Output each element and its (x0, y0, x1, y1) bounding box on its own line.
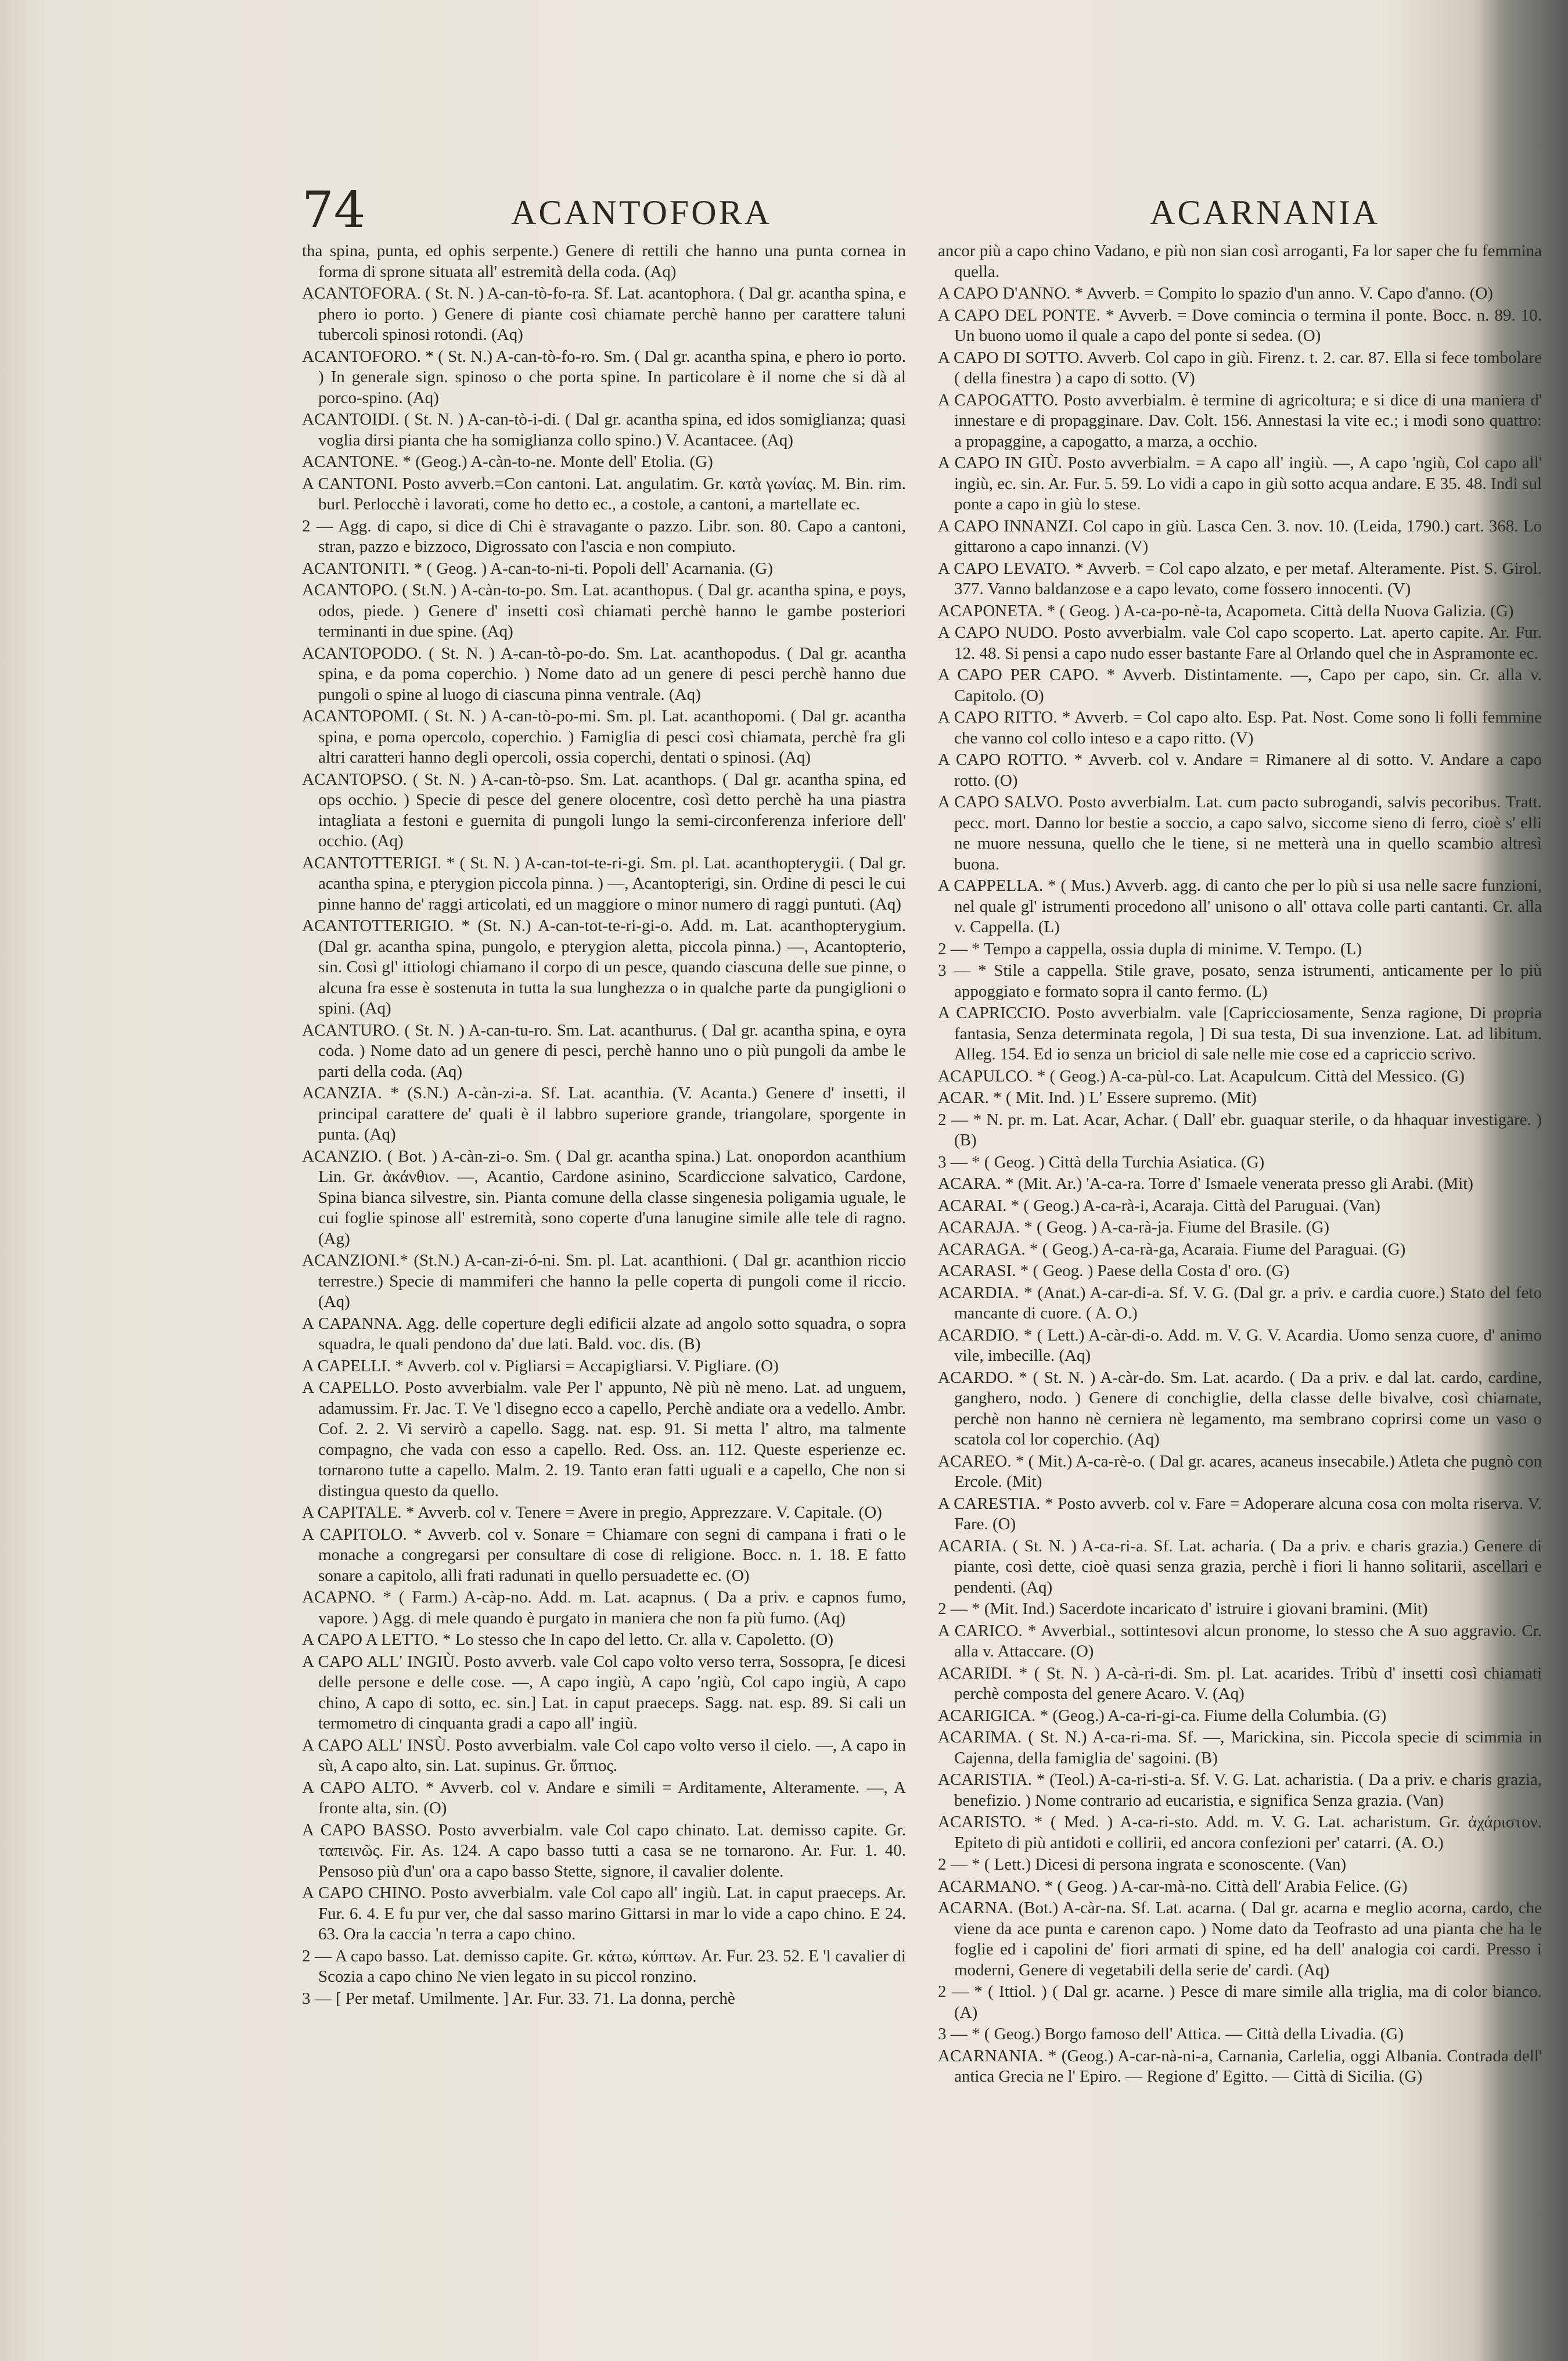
dictionary-entry: 2 — Agg. di capo, si dice di Chi è stravagante o pazzo. Libr. son. 80. Capo a cantoni, stran, pazzo e bizzoco, Digrossato con l'ascia e non compiuto. (302, 516, 906, 556)
dictionary-entry: A CAPELLI. * Avverb. col v. Pigliarsi = Accapigliarsi. V. Pigliare. (O) (302, 1356, 779, 1375)
dictionary-entry: ACARNA. (Bot.) A-càr-na. Sf. Lat. acarna. ( Dal gr. acarna e meglio acorna, cardo, che viene da ace punta e carenon capo. ) Nome dato da Teofrasto ad una pianta che ha le foglie ed i capolini de' fiori armati di spine, ed ha dell' analogia coi cardi. Presso i moderni, Genere di vegetabili della serie de' cardi. (Aq) (938, 1899, 1542, 1979)
dictionary-entry: A CARESTIA. * Posto avverb. col v. Fare = Adoperare alcuna cosa con molta riserva. V. Fare. (O) (938, 1494, 1542, 1533)
dictionary-entry: A CAPO A LETTO. * Lo stesso che In capo del letto. Cr. alla v. Capoletto. (O) (302, 1630, 833, 1649)
dictionary-entry: A CAPELLO. Posto avverbialm. vale Per l' appunto, Nè più nè meno. Lat. ad unguem, adamussim. Fr. Jac. T. Ve 'l disegno ecco a capello, Perchè andiate ora a vedello. Ambr. Cof. 2. 2. Vi servirò a capello. Sagg. nat. esp. 91. Si metta l' altro, ma talmente compagno, che vada con esso a capello. Red. Oss. an. 112. Queste esperienze ec. tornarono tutte a capello. Malm. 2. 19. Tanto eran fatti uguali e a capello, Che non si distingua questo da quello. (302, 1378, 906, 1500)
dictionary-entry: A CAPO BASSO. Posto avverbialm. vale Col capo chinato. Lat. demisso capite. Gr. ταπεινῶς. Fir. As. 124. A capo basso tutti a casa se ne tornarono. Ar. Fur. 1. 40. Pensoso più d'un' ora a capo basso Stette, signore, il cavalier dolente. (302, 1820, 906, 1881)
dictionary-entry: ACARNANIA. * (Geog.) A-car-nà-ni-a, Carnania, Carlelia, oggi Albania. Contrada dell' antica Grecia ne l' Epiro. — Regione d' Egitto. — Città di Sicilia. (G) (938, 2046, 1542, 2086)
dictionary-entry: ACAPONETA. * ( Geog. ) A-ca-po-nè-ta, Acapometa. Città della Nuova Galizia. (G) (938, 601, 1514, 620)
dictionary-entry: ACANTOTTERIGI. * ( St. N. ) A-can-tot-te-ri-gi. Sm. pl. Lat. acanthopterygii. ( Dal gr. acantha spina, e pterygion piccola pinna. ) —, Acantopterigi, sin. Ordine di pesci le cui pinne hanno de' raggi articolati, ed un maggiore o minor numero di raggi puntuti. (Aq) (302, 853, 906, 914)
dictionary-entry: 2 — * ( Lett.) Dicesi di persona ingrata e sconoscente. (Van) (938, 1855, 1347, 1874)
dictionary-entry: ACAR. * ( Mit. Ind. ) L' Essere supremo. (Mit) (938, 1088, 1257, 1107)
dictionary-entry: A CAPRICCIO. Posto avverbialm. vale [Capricciosamente, Senza ragione, Di propria fantasia, Senza determinata regola, ] Di sua testa, Di sua invenzione. Lat. ad libitum. Alleg. 154. Ed io senza un briciol di sale nelle mie cose ed a capriccio scrivo. (938, 1004, 1542, 1063)
dictionary-entry: ancor più a capo chino Vadano, e più non sian così arroganti, Fa lor saper che fu femmina quella. (938, 242, 1542, 281)
dictionary-entry: ACARIMA. ( St. N.) A-ca-ri-ma. Sf. —, Marickina, sin. Piccola specie di scimmia in Cajenna, della famiglia de' sagoini. (B) (938, 1728, 1542, 1767)
dictionary-entry: A CAPPELLA. * ( Mus.) Avverb. agg. di canto che per lo più si usa nelle sacre funzioni, nel quale gl' istrumenti procedono all' unisono o all' ottava colle parti cantanti. Cr. alla v. Cappella. (L) (938, 876, 1542, 936)
dictionary-entry: 2 — * ( Ittiol. ) ( Dal gr. acarne. ) Pesce di mare simile alla triglia, ma di color bianco. (A) (938, 1982, 1542, 2022)
dictionary-entry: A CAPO LEVATO. * Avverb. = Col capo alzato, e per metaf. Alteramente. Pist. S. Girol. 377. Vanno baldanzose e a capo levato, come fossero innocenti. (V) (938, 559, 1542, 598)
dictionary-entry: A CAPO RITTO. * Avverb. = Col capo alto. Esp. Pat. Nost. Come sono li folli femmine che vanno col collo inteso e a capo ritto. (V) (938, 708, 1542, 748)
page-number: 74 (302, 181, 366, 239)
dictionary-entry: ACARIDI. * ( St. N. ) A-cà-ri-di. Sm. pl. Lat. acarides. Tribù d' insetti così chiamati perchè composta del genere Acaro. V. (Aq) (938, 1663, 1542, 1703)
dictionary-entry: 3 — * ( Geog.) Borgo famoso dell' Attica. — Città della Livadia. (G) (938, 2025, 1404, 2043)
dictionary-entry: ACARDIO. * ( Lett.) A-càr-di-o. Add. m. V. G. V. Acardia. Uomo senza cuore, d' animo vile, imbecille. (Aq) (938, 1325, 1542, 1365)
dictionary-entry: 2 — A capo basso. Lat. demisso capite. Gr. κάτω, κύπτων. Ar. Fur. 23. 52. E 'l cavalier di Scozia a capo chino Ne vien legato in su piccol ronzino. (302, 1946, 906, 1986)
dictionary-entry: 3 — * Stile a cappella. Stile grave, posato, senza istrumenti, anticamente per lo più appoggiato e formato sopra il canto fermo. (L) (938, 961, 1542, 1001)
dictionary-entry: A CAPO DEL PONTE. * Avverb. = Dove comincia o termina il ponte. Bocc. n. 89. 10. Un buono uomo il quale a capo del ponte si sedea. (O) (938, 306, 1542, 345)
dictionary-entry: ACARDIA. * (Anat.) A-car-di-a. Sf. V. G. (Dal gr. a priv. e cardia cuore.) Stato del feto mancante di cuore. ( A. O.) (938, 1283, 1542, 1323)
dictionary-entry: ACANTOFORA. ( St. N. ) A-can-tò-fo-ra. Sf. Lat. acantophora. ( Dal gr. acantha spina, e phero io porto. ) Genere di piante così chiamate perchè hanno per carattere taluni tubercoli spinosi rotondi. (Aq) (302, 284, 906, 344)
dictionary-entry: A CAPANNA. Agg. delle coperture degli edificii alzate ad angolo sotto squadra, o sopra squadra, le quali pendono da' due lati. Bald. voc. dis. (B) (302, 1314, 906, 1353)
dictionary-entry: ACANTONE. * (Geog.) A-càn-to-ne. Monte dell' Etolia. (G) (302, 452, 713, 471)
dictionary-entry: A CAPO PER CAPO. * Avverb. Distintamente. —, Capo per capo, sin. Cr. alla v. Capitolo. (O) (938, 666, 1542, 705)
dictionary-entry: ACARASI. * ( Geog. ) Paese della Costa d' oro. (G) (938, 1262, 1290, 1280)
dictionary-entry: ACANZIONI.* (St.N.) A-can-zi-ó-ni. Sm. pl. Lat. acanthioni. ( Dal gr. acanthion riccio terrestre.) Specie di mammiferi che hanno la pelle coperta di pungoli come il riccio. (Aq) (302, 1251, 906, 1311)
dictionary-entry: A CAPOGATTO. Posto avverbialm. è termine di agricoltura; e si dice di una maniera d' innestare e di propagginare. Dav. Colt. 156. Annestasi la vite ec.; i modi sono quattro: a propaggine, a capogatto, a marza, a occhio. (938, 390, 1542, 451)
running-head-left: ACANTOFORA (511, 193, 772, 232)
dictionary-entry: ACANZIO. ( Bot. ) A-càn-zi-o. Sm. ( Dal gr. acantha spina.) Lat. onopordon acanthium Lin. Gr. ἀκάνθιον. —, Acantio, Cardone asinino, Scardiccione salvatico, Cardone, Spina bianca silvestre, sin. Pianta comune della classe singenesia poligamia uguale, le cui foglie spinose all' estremità, sono coperte d'una lanugine simile alle tele di ragno. (Ag) (302, 1147, 906, 1248)
dictionary-entry: ACARDO. * ( St. N. ) A-càr-do. Sm. Lat. acardo. ( Da a priv. e dal lat. cardo, cardine, ganghero, nodo. ) Genere di conchiglie, della classe delle bivalve, così chiamate, perchè non hanno nè cerniera nè legamento, ma sembrano coprirsi come un vaso o scatola col lor coperchio. (Aq) (938, 1368, 1542, 1449)
dictionary-entry: ACARIGICA. * (Geog.) A-ca-ri-gi-ca. Fiume della Columbia. (G) (938, 1706, 1387, 1725)
dictionary-entry: A CAPO ALL' INGIÙ. Posto avverb. vale Col capo volto verso terra, Sossopra, [e dicesi delle persone e delle cose. —, A capo ingiù, A capo 'ngiù, Col capo ingiù, A capo chino, A capo di sotto, ec. sin.] Lat. in caput praeceps. Sagg. nat. esp. 89. Si cali un termometro di cinquanta gradi a capo all' ingiù. (302, 1652, 906, 1733)
dictionary-entry: ACANTONITI. * ( Geog. ) A-can-to-ni-ti. Popoli dell' Acarnania. (G) (302, 559, 773, 578)
dictionary-entry: ACANTOTTERIGIO. * (St. N.) A-can-tot-te-ri-gi-o. Add. m. Lat. acanthopterygium. (Dal gr. acantha spina, pungolo, e pterygion aletta, piccola pinna.) —, Acantopterio, sin. Così gl' ittiologi chiamano il corpo di un pesce, quando ciascuna delle sue pinne, o alcuna fra esse è sostenuta in tutta la sua lunghezza o in qualche parte da pungiglioni o spini. (Aq) (302, 917, 906, 1018)
dictionary-entry: ACANTOIDI. ( St. N. ) A-can-tò-i-di. ( Dal gr. acantha spina, ed idos somiglianza; quasi voglia dirsi pianta che ha somiglianza collo spino.) V. Acantacee. (Aq) (302, 410, 906, 450)
dictionary-entry: A CAPO SALVO. Posto avverbialm. Lat. cum pacto subrogandi, salvis pecoribus. Tratt. pecc. mort. Danno lor bestie a soccio, a capo salvo, siccome sieno di ferro, cioè s' elli ne muore nessuna, quello che le tiene, si ne metterà una in quello scambio altresì buona. (938, 793, 1542, 874)
dictionary-entry: ACAPULCO. * ( Geog.) A-ca-pùl-co. Lat. Acapulcum. Città del Messico. (G) (938, 1066, 1465, 1086)
dictionary-entry: ACANTOPSO. ( St. N. ) A-can-tò-pso. Sm. Lat. acanthops. ( Dal gr. acantha spina, ed ops occhio. ) Specie di pesce del genere olocentre, così detto perchè ha una piastra intagliata a festoni e guernita di pungoli lungo la semi-circonferenza inferiore dell' occhio. (Aq) (302, 770, 906, 850)
dictionary-entry: A CAPO ALL' INSÙ. Posto avverbialm. vale Col capo volto verso il cielo. —, A capo in sù, A capo alto, sin. Lat. supinus. Gr. ὕπτιος. (302, 1735, 906, 1775)
dictionary-entry: 2 — * Tempo a cappella, ossia dupla di minime. V. Tempo. (L) (938, 939, 1362, 958)
dictionary-entry: A CAPO DI SOTTO. Avverb. Col capo in giù. Firenz. t. 2. car. 87. Ella si fece tombolare ( della finestra ) a capo di sotto. (V) (938, 348, 1542, 387)
dictionary-entry: A CAPO CHINO. Posto avverbialm. vale Col capo all' ingiù. Lat. in caput praeceps. Ar. Fur. 6. 4. E fu pur ver, che dal sasso marino Gittarsi in mar lo vide a capo chino. E 24. 63. Ora la caccia 'n terra a capo chino. (302, 1884, 906, 1943)
dictionary-entry: ACARMANO. * ( Geog. ) A-car-mà-no. Città dell' Arabia Felice. (G) (938, 1877, 1408, 1896)
dictionary-entry: A CAPITOLO. * Avverb. col v. Sonare = Chiamare con segni di campana i frati o le monache a congregarsi per consultare di cose di religione. Bocc. n. 1. 18. E fatto sonare a capitolo, alli frati radunati in quello persuadette ec. (O) (302, 1525, 906, 1585)
dictionary-entry: ACARIA. ( St. N. ) A-ca-ri-a. Sf. Lat. acharia. ( Da a priv. e charis grazia.) Genere di piante, così dette, cioè quasi senza grazia, perchè i fiori li hanno solitarii, ascellari e pendenti. (Aq) (938, 1536, 1542, 1597)
dictionary-entry: ACAPNO. * ( Farm.) A-càp-no. Add. m. Lat. acapnus. ( Da a priv. e capnos fumo, vapore. ) Agg. di mele quando è purgato in maniera che non fa più fumo. (Aq) (302, 1588, 906, 1627)
dictionary-entry: A CAPO ROTTO. * Avverb. col v. Andare = Rimanere al di sotto. V. Andare a capo rotto. (O) (938, 750, 1542, 790)
running-head-right: ACARNANIA (1150, 193, 1380, 232)
dictionary-entry: A CARICO. * Avverbial., sottintesovi alcun pronome, lo stesso che A suo aggravio. Cr. alla v. Attaccare. (O) (938, 1621, 1542, 1661)
dictionary-entry: ACANTOPODO. ( St. N. ) A-can-tò-po-do. Sm. Lat. acanthopodus. ( Dal gr. acantha spina, e da poma coperchio. ) Nome dato ad un genere di pesci perchè hanno due pungoli o spine al luogo di ciascuna pinna ventrale. (Aq) (302, 644, 906, 704)
dictionary-entry: A CAPO ALTO. * Avverb. col v. Andare e simili = Arditamente, Alteramente. —, A fronte alta, sin. (O) (302, 1778, 906, 1817)
dictionary-entry: A CAPO NUDO. Posto avverbialm. vale Col capo scoperto. Lat. aperto capite. Ar. Fur. 12. 48. Si pensi a capo nudo esser bastante Fare al Orlando quel che in Aspramonte ec. (938, 623, 1542, 663)
dictionary-entry: ACANTOFORO. * ( St. N.) A-can-tò-fo-ro. Sm. ( Dal gr. acantha spina, e phero io porto. ) In generale sign. spinoso o che porta spine. In particolare è il nome che si dà al porco-spino. (Aq) (302, 347, 906, 407)
dictionary-entry: 2 — * (Mit. Ind.) Sacerdote incaricato d' istruire i giovani bramini. (Mit) (938, 1600, 1428, 1618)
dictionary-entry: A CAPO D'ANNO. * Avverb. = Compito lo spazio d'un anno. V. Capo d'anno. (O) (938, 284, 1493, 303)
dictionary-entry: 2 — * N. pr. m. Lat. Acar, Achar. ( Dall' ebr. guaquar sterile, o da hhaquar investigare. ) (B) (938, 1110, 1542, 1149)
left-column (302, 241, 906, 2193)
dictionary-entry: ACARAJA. * ( Geog. ) A-ca-rà-ja. Fiume del Brasile. (G) (938, 1218, 1330, 1237)
right-column (938, 241, 1542, 2193)
dictionary-entry: 3 — [ Per metaf. Umilmente. ] Ar. Fur. 33. 71. La donna, perchè (302, 1989, 735, 2008)
dictionary-entry: A CAPITALE. * Avverb. col v. Tenere = Avere in pregio, Apprezzare. V. Capitale. (O) (302, 1503, 882, 1522)
dictionary-entry: ACARA. * (Mit. Ar.) 'A-ca-ra. Torre d' Ismaele venerata presso gli Arabi. (Mit) (938, 1174, 1473, 1193)
dictionary-entry: A CANTONI. Posto avverb.=Con cantoni. Lat. angulatim. Gr. κατὰ γωνίας. M. Bin. rim. burl. Perlocchè i lavorati, come ho detto ec., a costole, a cantoni, a martellate ec. (302, 474, 906, 513)
dictionary-entry: ACAREO. * ( Mit.) A-ca-rè-o. ( Dal gr. acares, acaneus insecabile.) Atleta che pugnò con Ercole. (Mit) (938, 1451, 1542, 1491)
dictionary-entry: ACARAGA. * ( Geog.) A-ca-rà-ga, Acaraia. Fiume del Paraguai. (G) (938, 1239, 1406, 1259)
dictionary-entry: ACARISTIA. * (Teol.) A-ca-ri-sti-a. Sf. V. G. Lat. acharistia. ( Da a priv. e charis grazia, benefizio. ) Nome contrario ad eucaristia, e significa Senza grazia. (Van) (938, 1770, 1542, 1810)
dictionary-entry: A CAPO IN GIÙ. Posto avverbialm. = A capo all' ingiù. —, A capo 'ngiù, Col capo all' ingiù, ec. sin. Ar. Fur. 5. 59. Lo vidi a capo in giù sotto acqua andare. E 35. 48. Indi sul ponte a capo in giù lo stese. (938, 454, 1542, 513)
dictionary-entry: tha spina, punta, ed ophis serpente.) Genere di rettili che hanno una punta cornea in forma di sprone situata all' estremità della coda. (Aq) (302, 242, 906, 281)
dictionary-entry: 3 — * ( Geog. ) Città della Turchia Asiatica. (G) (938, 1152, 1265, 1171)
dictionary-entry: ACANTOPOMI. ( St. N. ) A-can-tò-po-mi. Sm. pl. Lat. acanthopomi. ( Dal gr. acantha spina, e poma opercolo, coperchio. ) Famiglia di pesci così chiamata, perchè fra gli altri caratteri hanno degli opercoli, ossia coperchi, dentati o spinosi. (Aq) (302, 707, 906, 767)
dictionary-entry: ACARAI. * ( Geog.) A-ca-rà-i, Acaraja. Città del Paruguai. (Van) (938, 1196, 1380, 1215)
page-header (302, 181, 1380, 251)
dictionary-entry: A CAPO INNANZI. Col capo in giù. Lasca Cen. 3. nov. 10. (Leida, 1790.) cart. 368. Lo gittarono a capo innanzi. (V) (938, 516, 1542, 556)
dictionary-entry: ACANTURO. ( St. N. ) A-can-tu-ro. Sm. Lat. acanthurus. ( Dal gr. acantha spina, e oyra coda. ) Nome dato ad un genere di pesci, perchè hanno uno o più pungoli da ambe le parti della coda. (Aq) (302, 1020, 906, 1081)
dictionary-entry: ACARISTO. * ( Med. ) A-ca-ri-sto. Add. m. V. G. Lat. acharistum. Gr. ἀχάριστον. Epiteto di più antidoti e collirii, ed ancora confezioni per' catarri. (A. O.) (938, 1813, 1542, 1852)
dictionary-entry: ACANZIA. * (S.N.) A-càn-zi-a. Sf. Lat. acanthia. (V. Acanta.) Genere d' insetti, il principal carattere de' quali è il labbro superiore grande, triangolare, sporgente in punta. (Aq) (302, 1084, 906, 1144)
dictionary-entry: ACANTOPO. ( St.N. ) A-càn-to-po. Sm. Lat. acanthopus. ( Dal gr. acantha spina, e poys, odos, piede. ) Genere d' insetti così chiamati perchè hanno le gambe posteriori terminanti in due spine. (Aq) (302, 581, 906, 641)
